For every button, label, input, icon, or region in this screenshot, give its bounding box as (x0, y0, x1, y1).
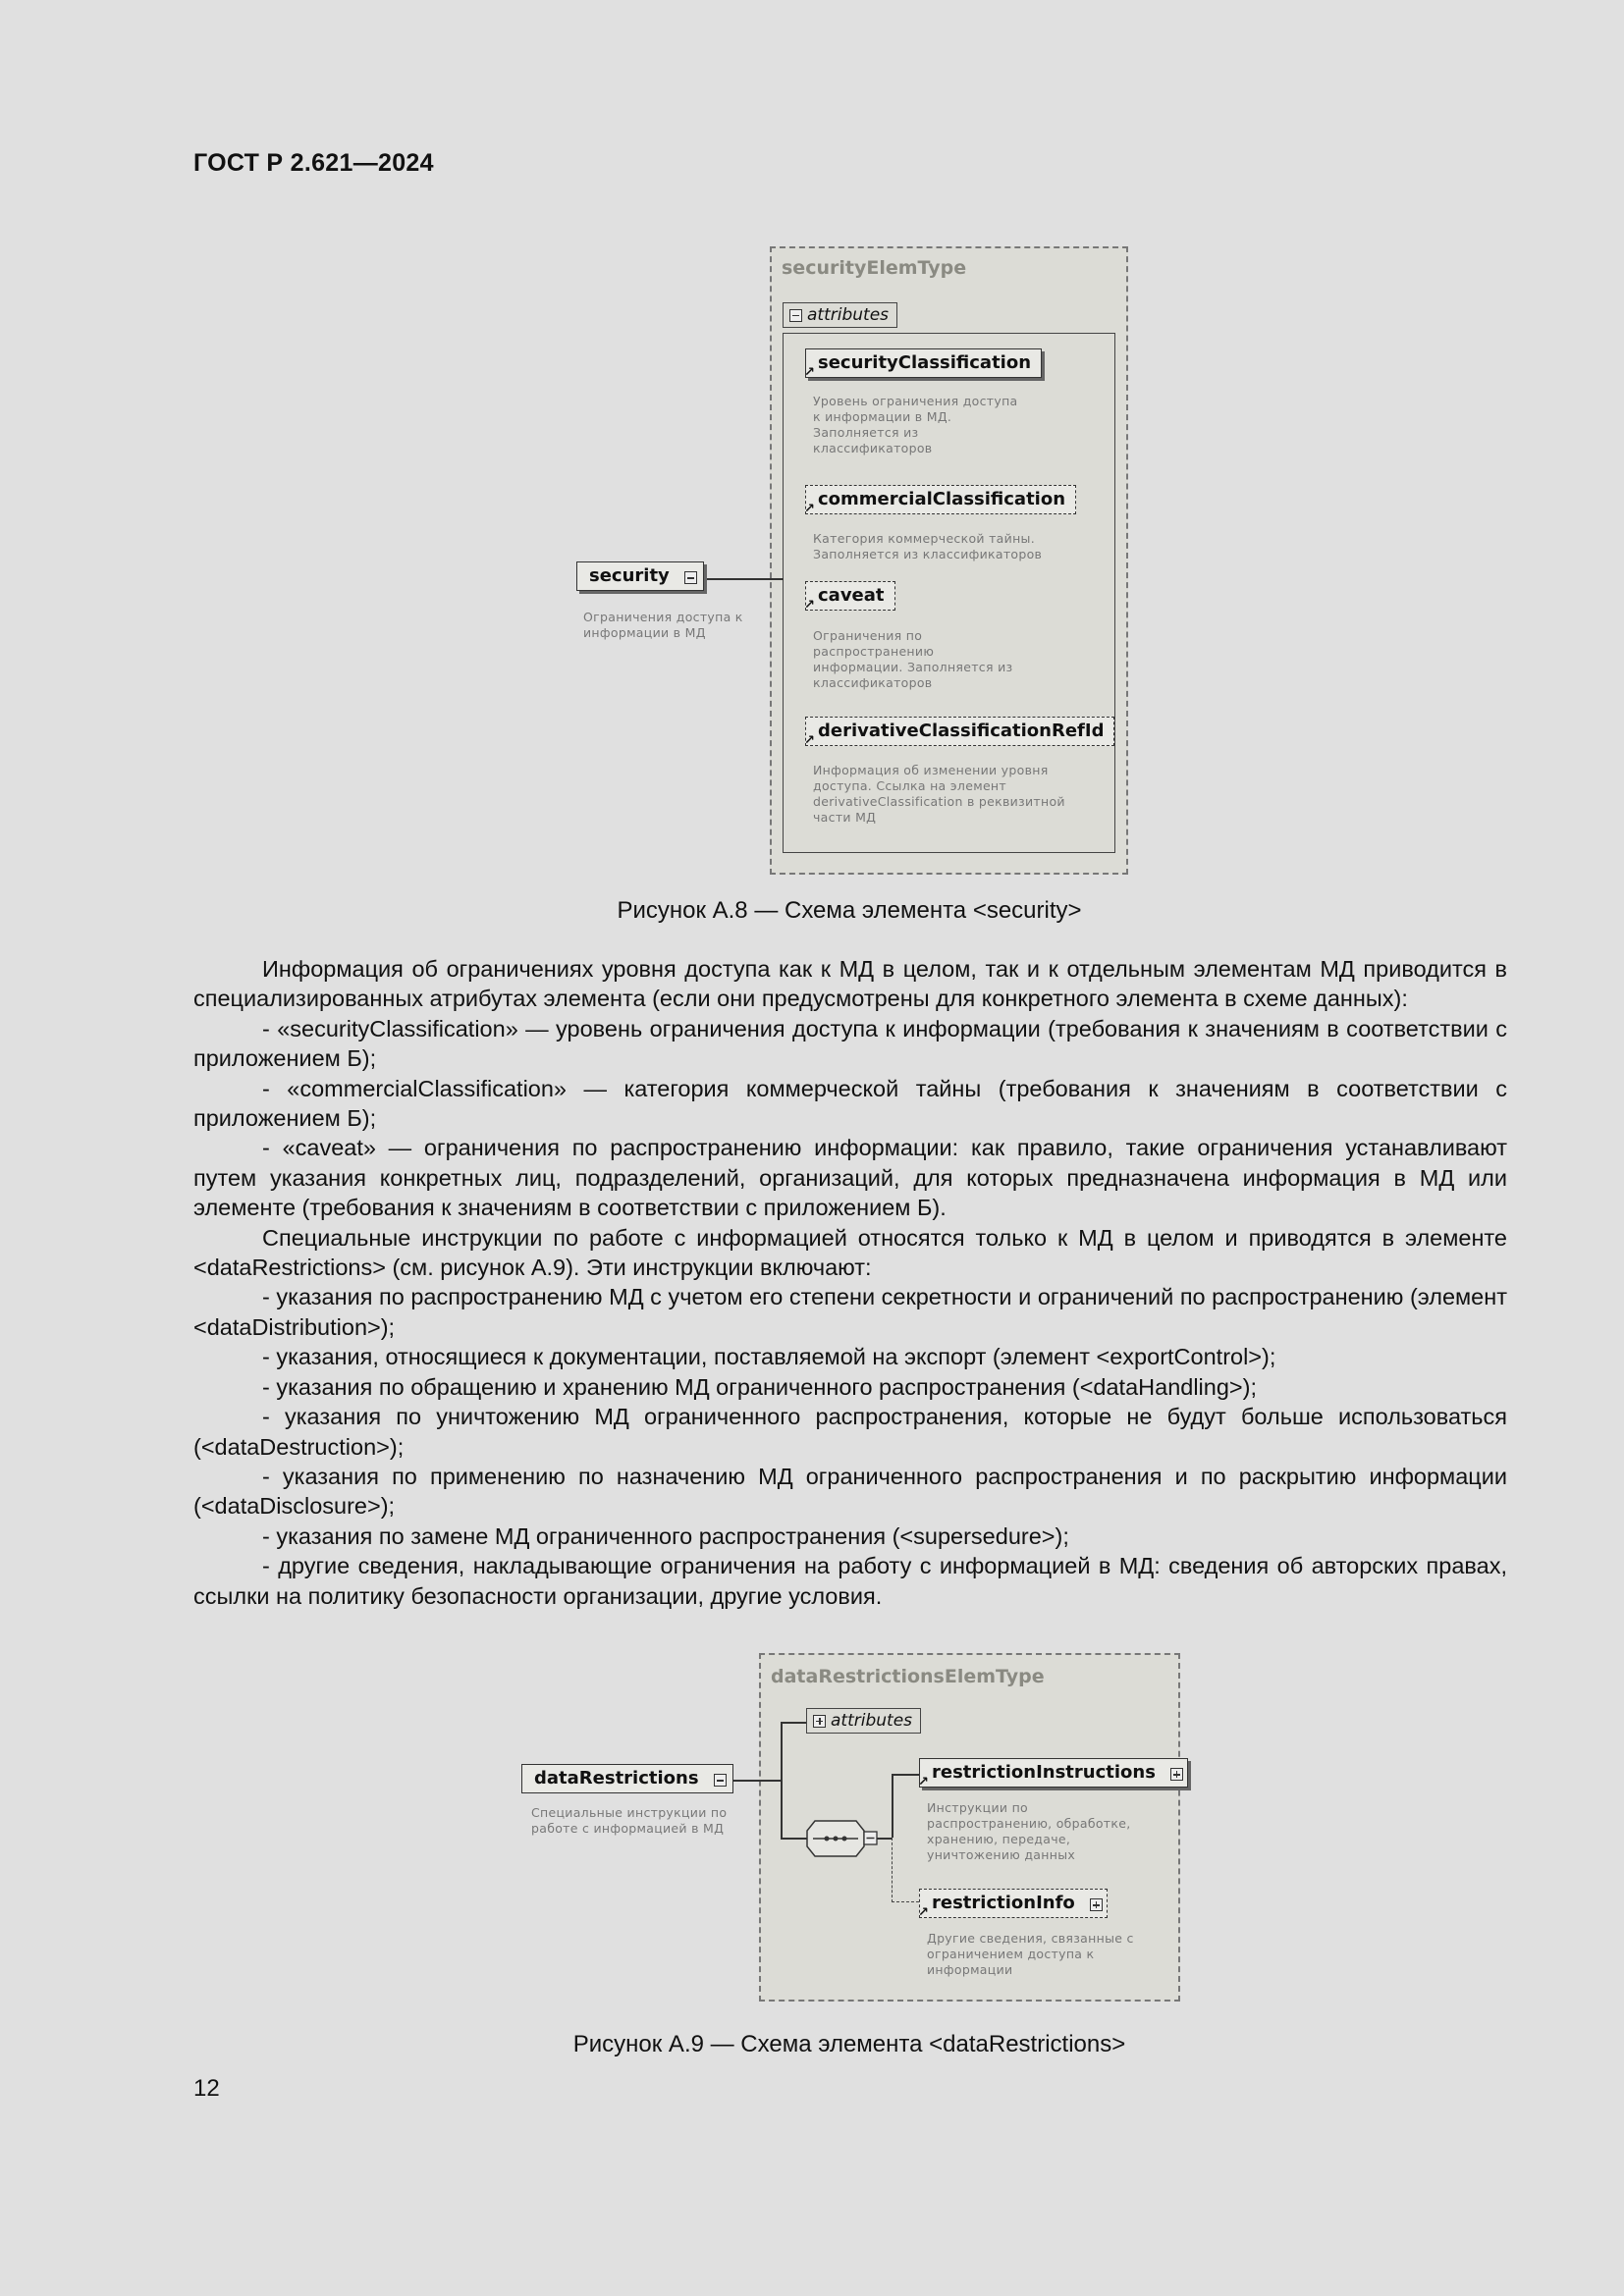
collapse-icon[interactable] (789, 309, 802, 322)
list-item: - другие сведения, накладывающие ограничения на работу с информацией в МД: сведения об авторских правах, ссылки на политику безопасности организации, другие условия. (193, 1553, 1507, 1609)
expand-icon[interactable] (813, 1715, 826, 1728)
element-restriction-info[interactable]: ↗ restrictionInfo (919, 1889, 1108, 1918)
list-item: - «commercialClassification» — категория коммерческой тайны (требования к значениям в соответствии с приложением Б); (193, 1075, 1507, 1132)
connector-line (781, 1722, 783, 1839)
connector-line (693, 578, 784, 580)
attribute-caveat[interactable]: ↗ caveat (805, 581, 895, 611)
attribute-description: Ограничения по распространению информации. Заполняется из классификаторов (813, 628, 1013, 690)
page-number: 12 (193, 2075, 220, 2102)
connector-line (892, 1774, 919, 1776)
attribute-description: Уровень ограничения доступа к информации в МД. Заполняется из классификаторов (813, 394, 1018, 455)
connector-line (877, 1838, 892, 1840)
attribute-security-classification[interactable]: ↗ securityClassification (805, 348, 1042, 378)
paragraph: Информация об ограничениях уровня доступа как к МД в целом, так и к отдельным элементам МД приводится в специализированных атрибутах элемента (если они предусмотрены для конкретного элемента в схеме данных): (193, 956, 1507, 1012)
reference-arrow-icon: ↗ (804, 598, 815, 613)
list-item: - указания по применению по назначению МД ограниченного распространения и по раскрытию информации (<dataDisclosure>); (193, 1463, 1507, 1520)
element-description: Инструкции по распространению, обработке, хранению, передаче, уничтожению данных (927, 1800, 1131, 1862)
expand-icon[interactable] (1170, 1768, 1183, 1781)
connector-line (892, 1838, 893, 1902)
figure-caption: Рисунок А.9 — Схема элемента <dataRestrictions> (572, 2031, 1126, 2057)
connector-line (781, 1838, 807, 1840)
element-description: Ограничения доступа к информации в МД (583, 610, 743, 640)
element-description: Другие сведения, связанные с ограничением доступа к информации (927, 1931, 1134, 1977)
connector-line (781, 1722, 806, 1724)
reference-arrow-icon: ↗ (804, 365, 815, 380)
element-security[interactable] (576, 561, 704, 591)
expand-icon[interactable] (1090, 1898, 1103, 1911)
attributes-label: attributes (807, 305, 890, 325)
list-item: - «securityClassification» — уровень ограничения доступа к информации (требования к значениям в соответствии с приложением Б); (193, 1015, 1507, 1072)
reference-arrow-icon: ↗ (804, 502, 815, 516)
connector-line (892, 1901, 919, 1902)
paragraph: Специальные инструкции по работе с информацией относятся только к МД в целом и приводятся в элементе <dataRestrictions> (см. рисунок А.9). Эти инструкции включают: (193, 1224, 1507, 1281)
reference-arrow-icon: ↗ (804, 733, 815, 748)
collapse-icon[interactable] (684, 571, 697, 584)
list-item: - «caveat» — ограничения по распространению информации: как правило, такие ограничения устанавливают путем указания конкретных лиц, подразделений, организаций, для которых предназначена информация в МД или элементе (требования к значениям в соответствии с приложением Б). (193, 1135, 1507, 1221)
connector-line (892, 1774, 893, 1838)
reference-arrow-icon: ↗ (918, 1775, 929, 1789)
element-data-restrictions[interactable] (521, 1764, 733, 1793)
attribute-description: Информация об изменении уровня доступа. Ссылка на элемент derivativeClassification в реквизитной части МД (813, 763, 1065, 825)
document-header: ГОСТ Р 2.621—2024 (193, 149, 434, 177)
type-name: securityElemType (782, 257, 967, 279)
list-item: - указания по уничтожению МД ограниченного распространения, которые не будут больше использоваться (<dataDestruction>); (193, 1404, 1507, 1460)
element-description: Специальные инструкции по работе с информацией в МД (531, 1805, 728, 1836)
attributes-label: attributes (831, 1711, 913, 1731)
attributes-tab[interactable] (783, 302, 897, 328)
attribute-commercial-classification[interactable]: ↗ commercialClassification (805, 485, 1076, 514)
figure-caption: Рисунок А.8 — Схема элемента <security> (617, 897, 1082, 924)
element-restriction-instructions[interactable]: ↗ restrictionInstructions (919, 1758, 1188, 1788)
type-name: dataRestrictionsElemType (771, 1666, 1045, 1687)
attribute-description: Категория коммерческой тайны. Заполняется из классификаторов (813, 531, 1043, 561)
body-text (193, 954, 1507, 1611)
attributes-tab[interactable] (806, 1708, 921, 1734)
list-item: - указания по замене МД ограниченного распространения (<supersedure>); (262, 1522, 1069, 1549)
element-name: dataRestrictions (534, 1768, 699, 1789)
collapse-icon[interactable] (714, 1774, 727, 1787)
list-item: - указания по обращению и хранению МД ограниченного распространения (<dataHandling>); (262, 1373, 1257, 1400)
list-item: - указания по распространению МД с учетом его степени секретности и ограничений по распространению (элемент <dataDistribution>); (193, 1284, 1507, 1340)
attribute-derivative-classification-ref-id[interactable]: ↗ derivativeClassificationRefId (805, 717, 1114, 746)
reference-arrow-icon: ↗ (918, 1905, 929, 1920)
list-item: - указания, относящиеся к документации, поставляемой на экспорт (элемент <exportControl>); (262, 1344, 1276, 1370)
sequence-compositor-icon[interactable] (805, 1819, 879, 1858)
element-name: security (589, 565, 670, 586)
